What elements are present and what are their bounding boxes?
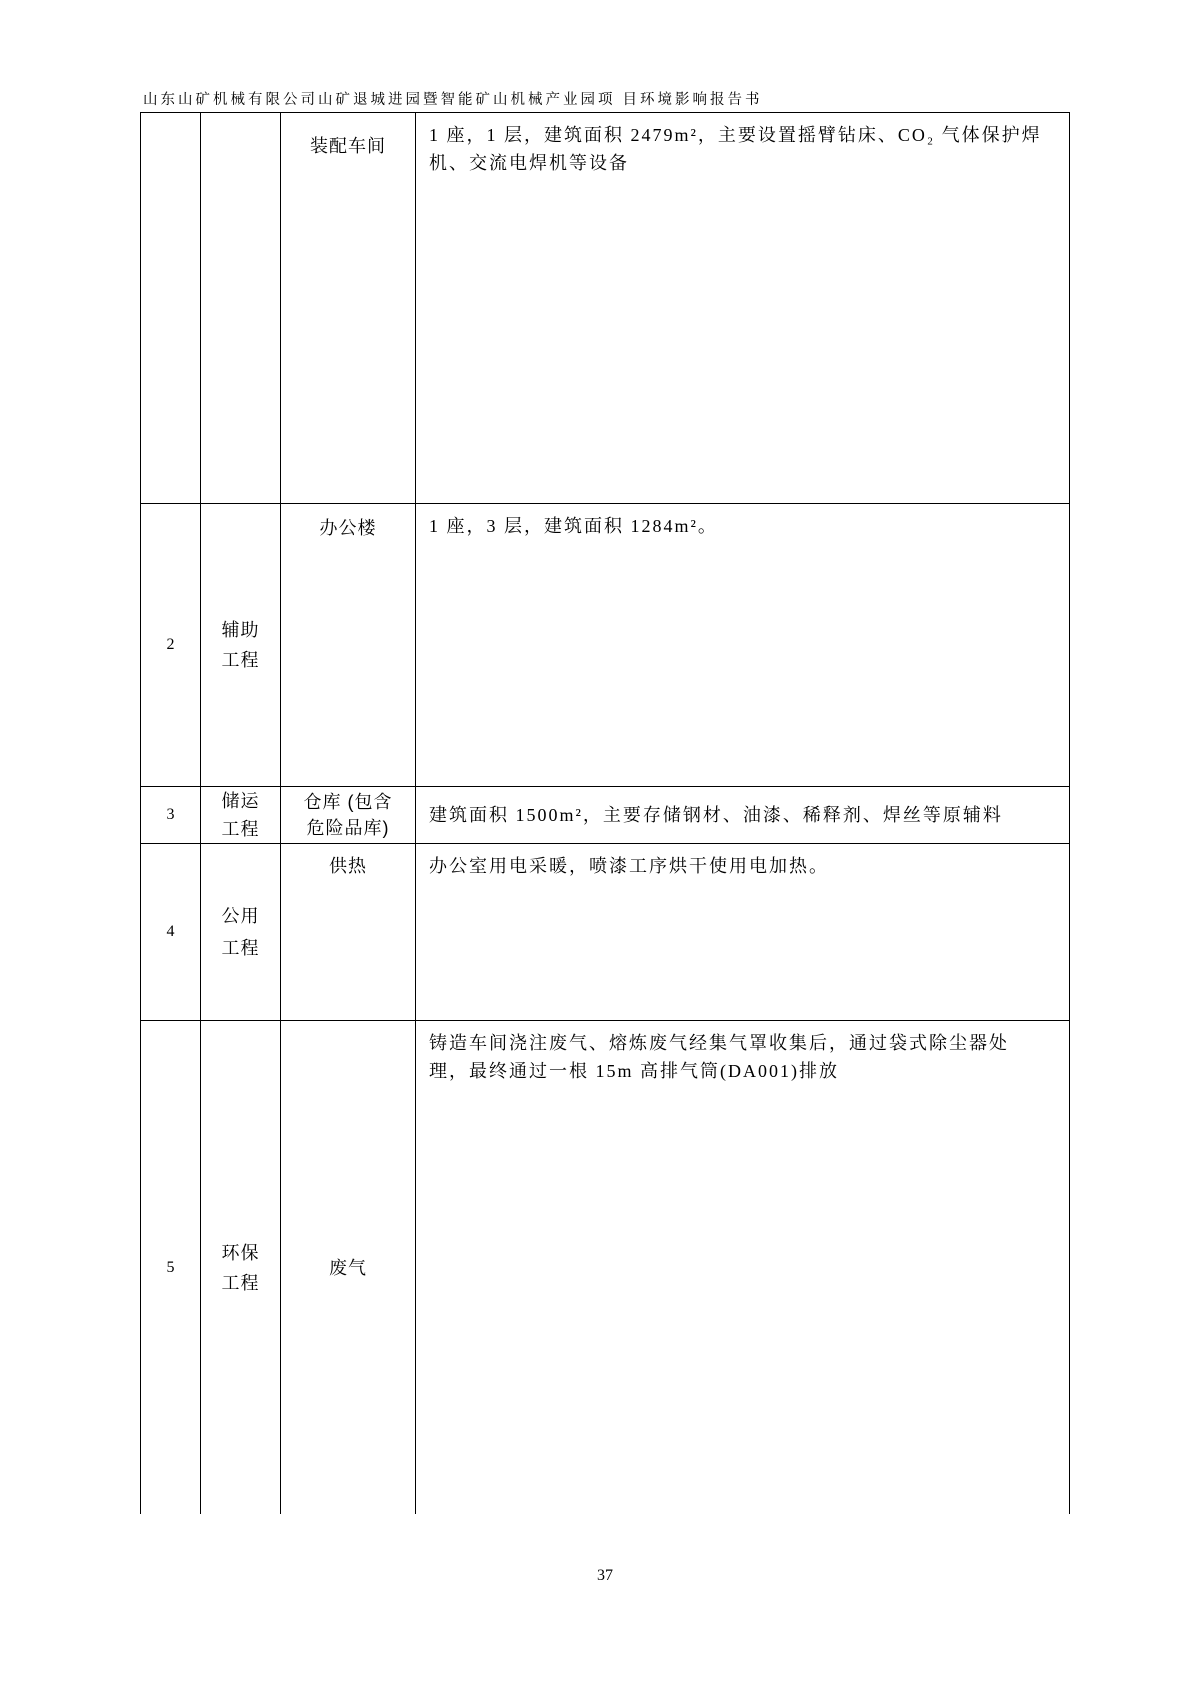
table-row	[140, 844, 1070, 1021]
category-line: 储运	[221, 791, 260, 811]
row-description	[415, 113, 1070, 503]
row-description	[415, 504, 1070, 786]
row-category	[200, 504, 280, 786]
row-category	[200, 113, 280, 503]
category-line: 工程	[221, 938, 260, 958]
row-description	[415, 1021, 1070, 1514]
description-line: 铸造车间浇注废气、熔炼废气经集气罩收集后，通过袋式除尘器处	[429, 1033, 1009, 1053]
category-line: 工程	[221, 819, 260, 839]
description-line: 机、交流电焊机等设备	[429, 153, 629, 173]
row-number: 4	[140, 844, 200, 1020]
description-line: 办公室用电采暖，喷漆工序烘干使用电加热。	[429, 856, 829, 876]
row-number	[140, 113, 200, 503]
row-number: 2	[140, 504, 200, 786]
item-line: 供热	[329, 856, 367, 876]
description-line: 理，最终通过一根 15m 高排气筒(DA001)排放	[429, 1061, 839, 1081]
table-row	[140, 113, 1070, 504]
row-item	[280, 113, 415, 503]
item-line: 仓库 (包含	[303, 792, 393, 812]
category-line: 辅助	[221, 620, 260, 640]
table-row	[140, 504, 1070, 787]
item-line: 废气	[329, 1257, 367, 1278]
description-line: 1 座，1 层，建筑面积 2479m²，主要设置摇臂钻床、CO₂ 气体保护焊	[429, 125, 1042, 145]
row-category	[200, 1021, 280, 1514]
row-description	[415, 844, 1070, 1020]
item-line: 办公楼	[319, 518, 377, 538]
category-line: 工程	[221, 650, 260, 670]
category-line: 环保	[221, 1242, 260, 1263]
item-line: 危险品库)	[306, 818, 390, 838]
item-line: 装配车间	[310, 136, 386, 156]
row-item	[280, 844, 415, 1020]
description-line: 1 座，3 层，建筑面积 1284m²。	[429, 516, 718, 536]
table-row	[140, 1021, 1070, 1514]
row-description	[415, 787, 1070, 843]
project-composition-table	[140, 112, 1070, 1514]
row-item	[280, 504, 415, 786]
row-number: 5	[140, 1021, 200, 1514]
row-item	[280, 787, 415, 843]
row-category	[200, 787, 280, 843]
description-line: 建筑面积 1500m²，主要存储钢材、油漆、稀释剂、焊丝等原辅料	[429, 805, 1003, 825]
page-number: 37	[597, 1567, 613, 1584]
row-number: 3	[140, 787, 200, 843]
table-row	[140, 787, 1070, 844]
row-item	[280, 1021, 415, 1514]
row-category	[200, 844, 280, 1020]
category-line: 公用	[221, 906, 260, 926]
category-line: 工程	[221, 1272, 260, 1293]
running-header: 山东山矿机械有限公司山矿退城进园暨智能矿山机械产业园项 目环境影响报告书	[143, 92, 763, 108]
